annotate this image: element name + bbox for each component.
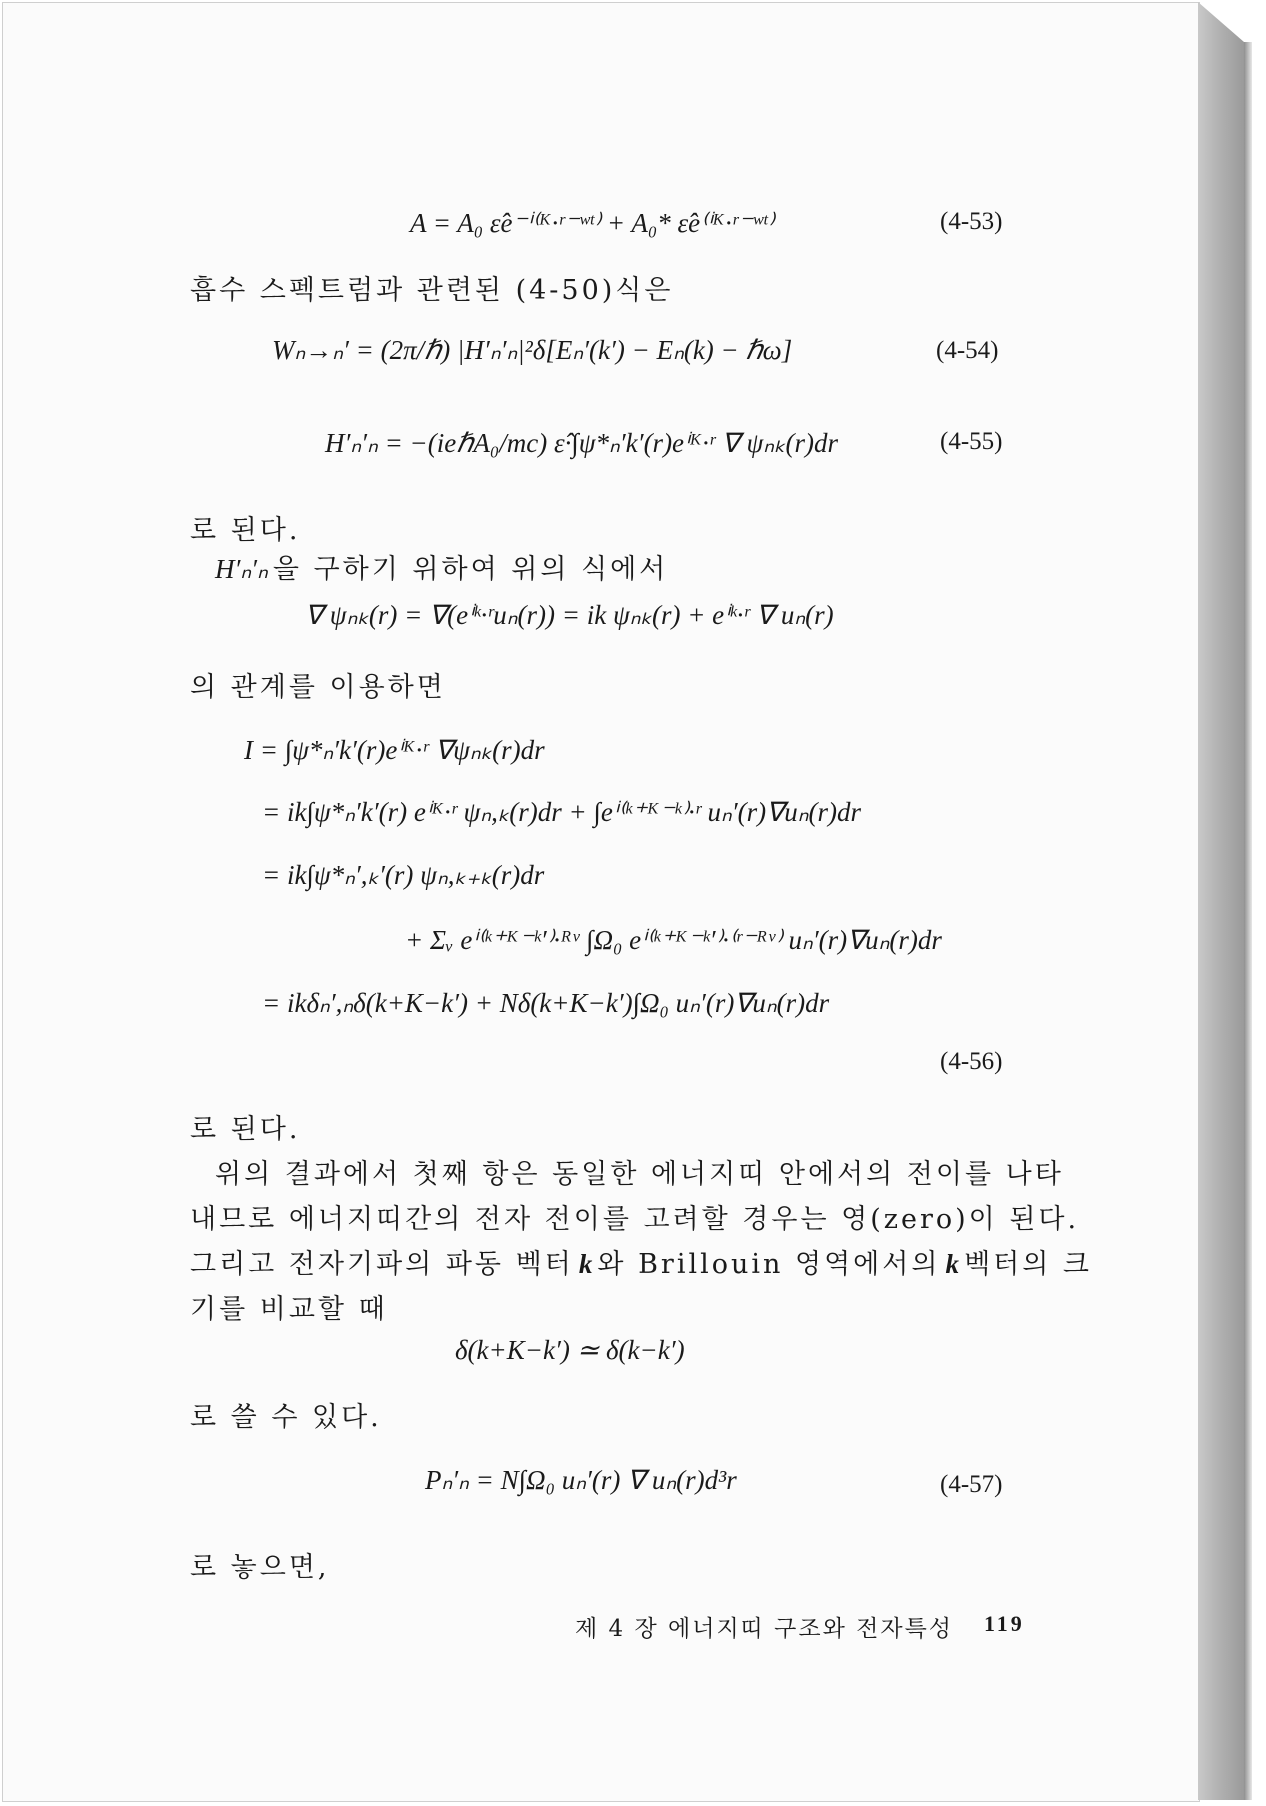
text-becomes-2: 로 된다. (190, 1114, 301, 1145)
paragraph-line-1: 위의 결과에서 첫째 항은 동일한 에너지띠 안에서의 전이를 나타 (215, 1159, 1064, 1190)
equation-4-56-line-4: + Σᵥ eⁱ⁽ᵏ⁺ᴷ⁻ᵏ′⁾·ᴿᵛ ∫Ω₀ eⁱ⁽ᵏ⁺ᴷ⁻ᵏ′⁾·⁽ʳ⁻ᴿᵛ⁾ uₙ′(r)∇uₙ(r)dr (405, 925, 942, 955)
paragraph-line-2: 내므로 에너지띠간의 전자 전이를 고려할 경우는 영(zero)이 된다. (190, 1204, 1080, 1235)
equation-4-55: H′ₙ′ₙ = −(ieℏA₀/mc) ε̂·∫ψ*ₙ′k′(r)eⁱᴷ·ʳ ∇ ψₙₖ(r)dr (325, 428, 839, 458)
paragraph-line-4: 기를 비교할 때 (190, 1294, 388, 1325)
text-absorption-spectrum: 흡수 스펙트럼과 관련된 (4-50)식은 (190, 275, 674, 306)
running-footer-chapter: 제 4 장 에너지띠 구조와 전자특성 (575, 1616, 954, 1642)
equation-delta-approx: δ(k+K−k′) ≃ δ(k−k′) (455, 1335, 685, 1365)
equation-4-56-line-2: = ik∫ψ*ₙ′k′(r) eⁱᴷ·ʳ ψₙ,ₖ(r)dr + ∫eⁱ⁽ᵏ⁺ᴷ⁻ᵏ⁾·ʳ uₙ′(r)∇uₙ(r)dr (262, 797, 861, 827)
equation-4-56-line-5: = ikδₙ′,ₙδ(k+K−k′) + Nδ(k+K−k′)∫Ω₀ uₙ′(r)∇uₙ(r)dr (262, 988, 830, 1018)
equation-number-4-54: (4-54) (936, 337, 999, 364)
text-relation: 의 관계를 이용하면 (190, 672, 446, 703)
equation-4-57: Pₙ′ₙ = N∫Ω₀ uₙ′(r) ∇ uₙ(r)d³r (425, 1465, 737, 1495)
equation-number-4-57: (4-57) (940, 1471, 1003, 1498)
paragraph-line-3-c: 벡터의 크 (964, 1249, 1093, 1280)
text-to-find-line (215, 547, 668, 586)
equation-4-53: A = A₀ ε̂e⁻ⁱ⁽ᴷ·ʳ⁻ʷᵗ⁾ + A₀* ε̂e⁽ⁱᴷ·ʳ⁻ʷᵗ⁾ (410, 208, 774, 238)
wave-vector-k-1: k (578, 1249, 593, 1279)
text-becomes-1: 로 된다. (190, 515, 301, 546)
paragraph-line-3 (190, 1242, 1092, 1281)
equation-number-4-53: (4-53) (940, 208, 1003, 235)
text-to-find: 을 구하기 위하여 위의 식에서 (272, 554, 669, 585)
equation-number-4-56: (4-56) (940, 1048, 1003, 1075)
equation-gradient-relation: ∇ ψₙₖ(r) = ∇(eⁱᵏ·ʳuₙ(r)) = ik ψₙₖ(r) + eⁱᵏ·ʳ ∇ uₙ(r) (305, 600, 834, 630)
equation-number-4-55: (4-55) (940, 428, 1003, 455)
paragraph-line-3-a: 그리고 전자기파의 파동 벡터 (190, 1249, 574, 1280)
page-number: 119 (984, 1611, 1025, 1636)
text-setting: 로 놓으면, (190, 1552, 330, 1583)
text-can-write: 로 쓸 수 있다. (190, 1402, 382, 1433)
equation-4-54: Wₙ→ₙ′ = (2π/ℏ) |H′ₙ′ₙ|²δ[Eₙ′(k′) − Eₙ(k) − ℏω] (272, 335, 793, 365)
equation-4-56-line-1: I = ∫ψ*ₙ′k′(r)eⁱᴷ·ʳ ∇ψₙₖ(r)dr (244, 735, 545, 765)
wave-vector-k-2: k (945, 1249, 959, 1279)
equation-4-56-line-3: = ik∫ψ*ₙ′,ₖ′(r) ψₙ,ₖ₊ₖ(r)dr (262, 860, 545, 890)
spine-shadow (1244, 42, 1252, 1800)
paragraph-line-3-b: 와 Brillouin 영역에서의 (597, 1249, 941, 1280)
book-spine (1198, 2, 1244, 1800)
h-prime-symbol: H′ₙ′ₙ (215, 554, 268, 584)
